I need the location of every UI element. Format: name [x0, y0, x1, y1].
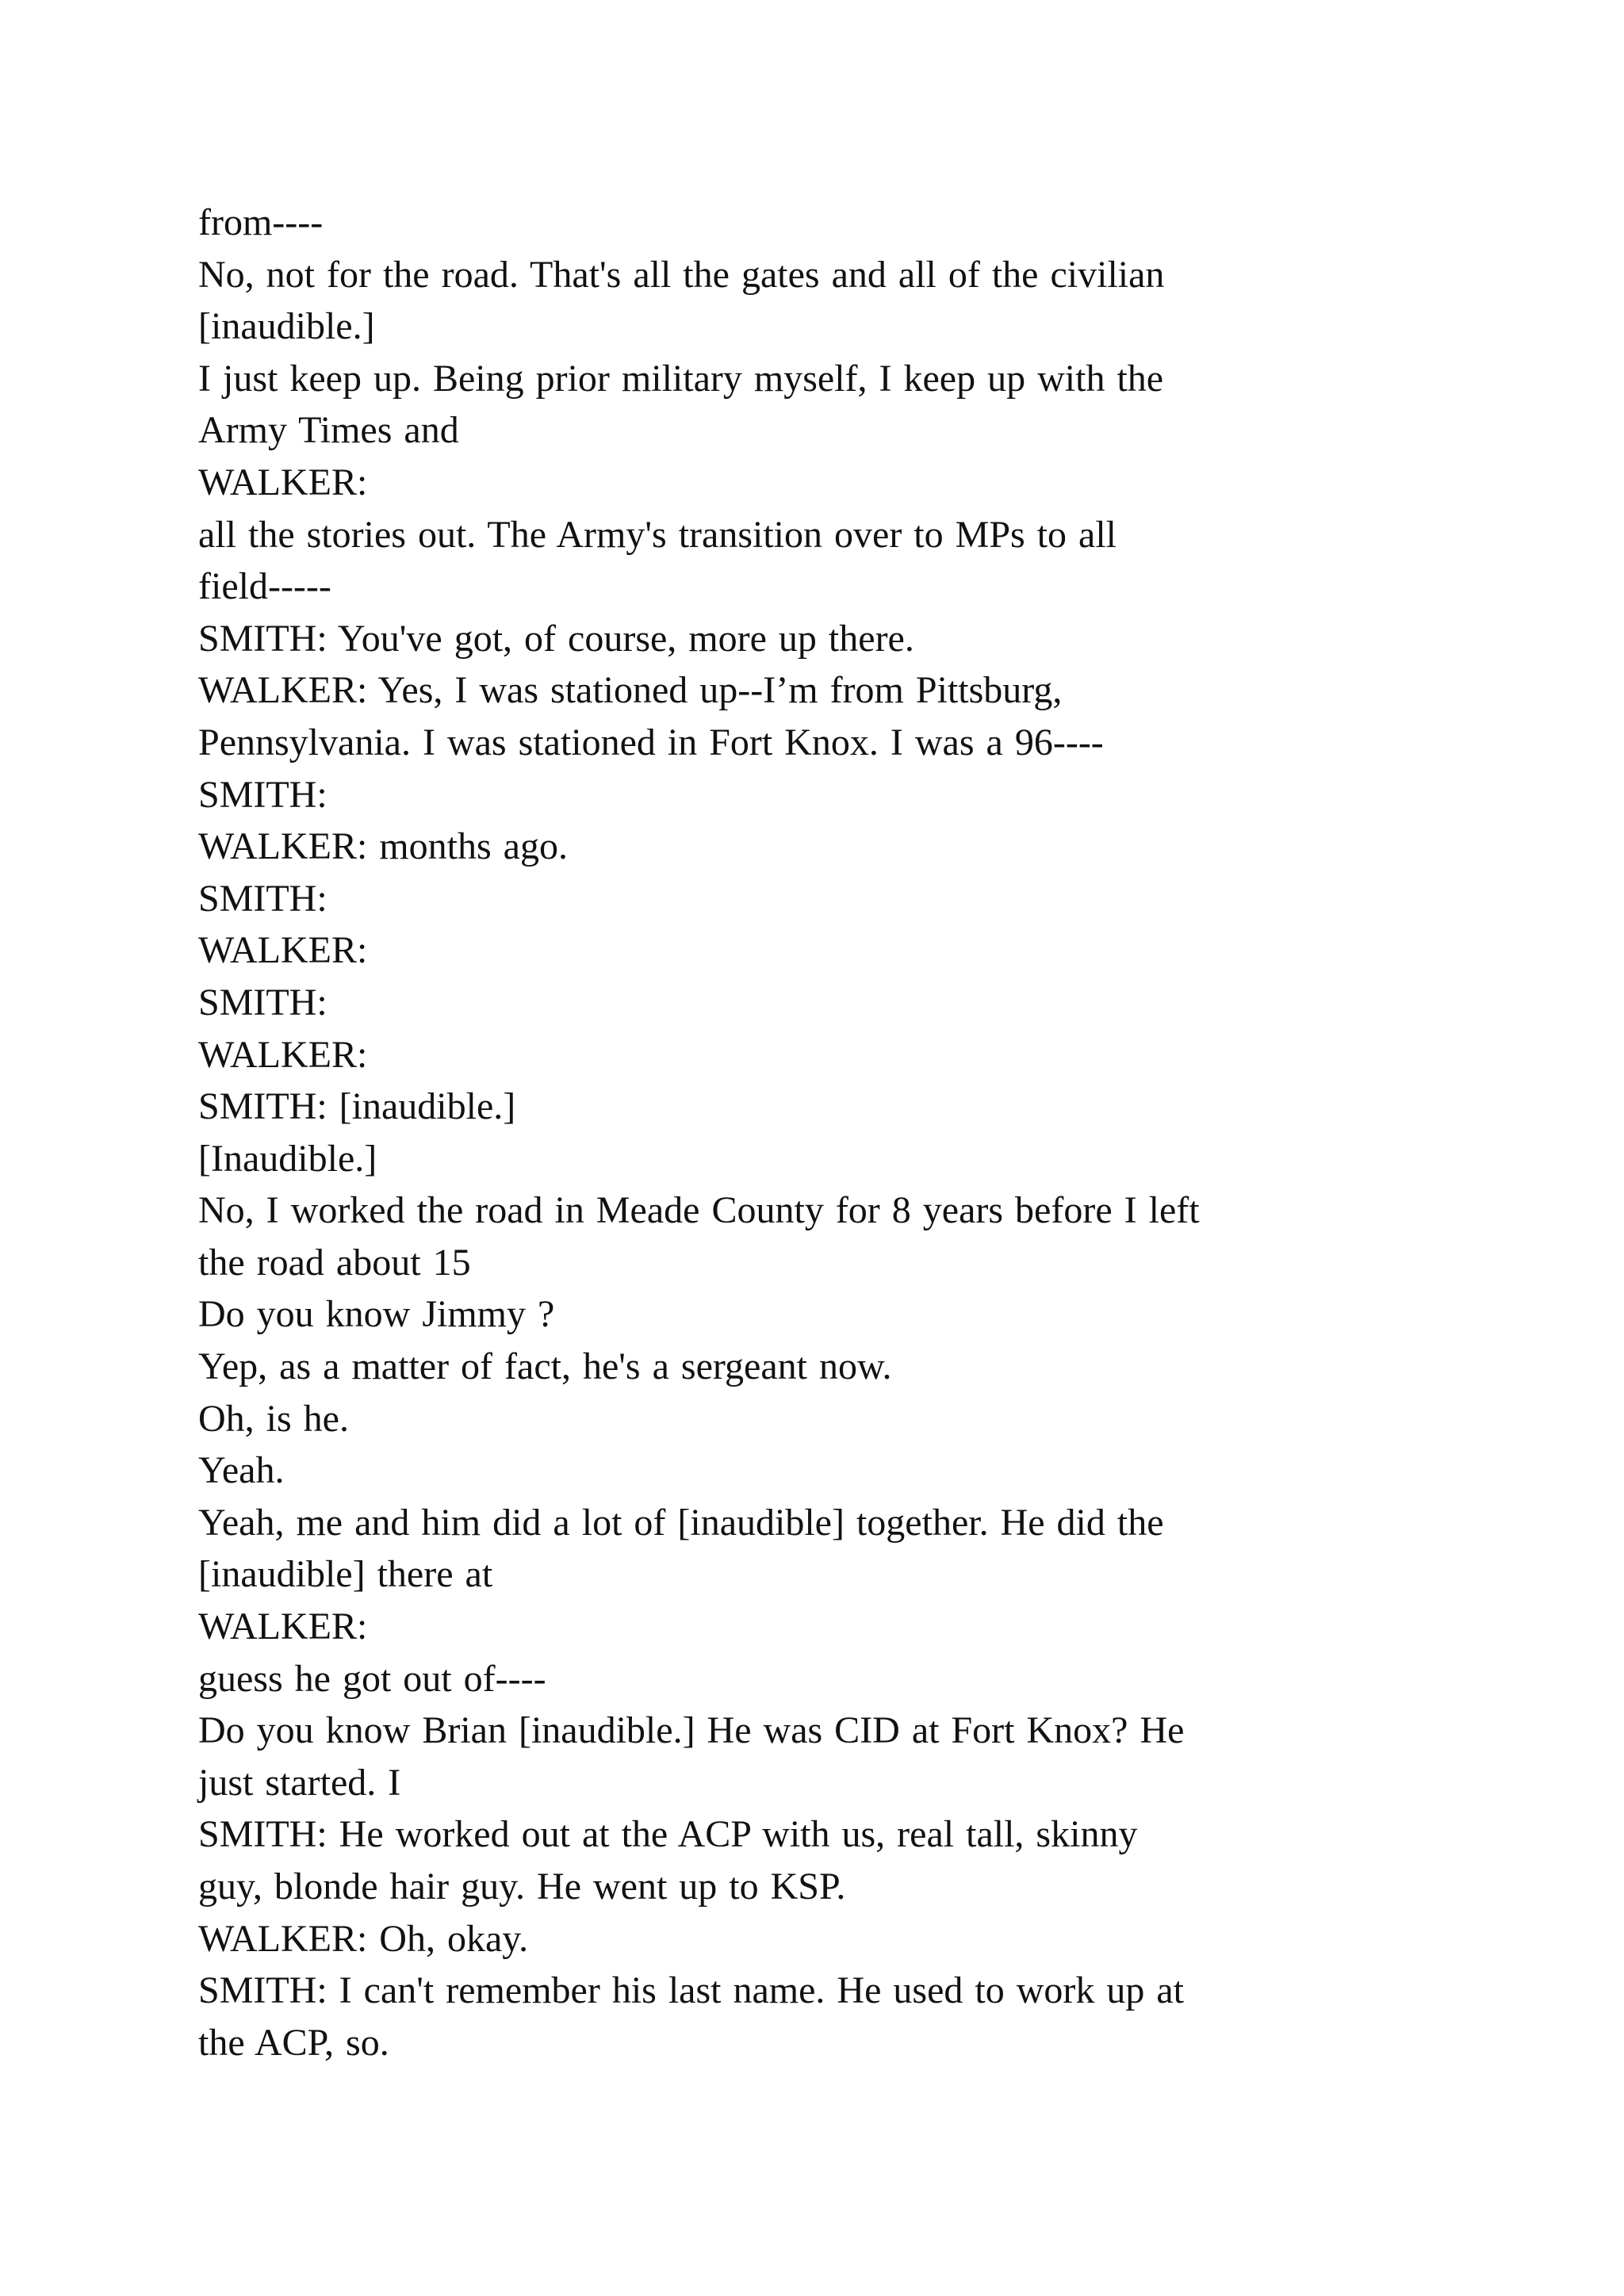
transcript-line: WALKER: [198, 929, 368, 972]
transcript-line: Yep, as a matter of fact, he's a sergeant now. [198, 1345, 892, 1388]
transcript-line: the road about 15 [198, 1241, 471, 1284]
transcript-line: guess he got out of---- [198, 1657, 546, 1700]
transcript-line: guy, blonde hair guy. He went up to KSP. [198, 1866, 846, 1908]
transcript-line: field----- [198, 565, 331, 608]
transcript-line: SMITH: [198, 877, 327, 920]
transcript-line: Yeah. [198, 1449, 285, 1492]
transcript-line: the ACP, so. [198, 2021, 389, 2064]
transcript-line: [inaudible.] [198, 305, 375, 348]
transcript-line: I just keep up. Being prior military myself, I keep up with the [198, 357, 1164, 400]
transcript-body [198, 197, 1451, 2068]
transcript-line: Pennsylvania. I was stationed in Fort Knox. I was a 96---- [198, 721, 1104, 763]
transcript-line: Do you know Jimmy ? [198, 1293, 555, 1336]
transcript-line: SMITH: [198, 773, 327, 816]
transcript-line: Oh, is he. [198, 1397, 349, 1440]
transcript-line: Army Times and [198, 409, 459, 452]
transcript-line: Yeah, me and him did a lot of [inaudible] together. He did the [198, 1501, 1164, 1544]
transcript-line: SMITH: [inaudible.] [198, 1085, 516, 1128]
transcript-line: SMITH: I can't remember his last name. He used to work up at [198, 1969, 1185, 2012]
transcript-line: [inaudible] there at [198, 1553, 493, 1596]
transcript-line: No, I worked the road in Meade County for 8 years before I left [198, 1189, 1200, 1232]
transcript-line: Do you know Brian [inaudible.] He was CID at Fort Knox? He [198, 1709, 1185, 1752]
transcript-line: WALKER: Oh, okay. [198, 1917, 529, 1960]
transcript-line: all the stories out. The Army's transition over to MPs to all [198, 513, 1116, 556]
transcript-line: SMITH: He worked out at the ACP with us, real tall, skinny [198, 1813, 1138, 1856]
transcript-line: SMITH: [198, 981, 327, 1024]
transcript-line: WALKER: [198, 1033, 368, 1076]
transcript-line: WALKER: [198, 461, 368, 503]
transcript-line: from---- [198, 201, 324, 243]
transcript-line: WALKER: Yes, I was stationed up--I’m from Pittsburg, [198, 669, 1063, 712]
transcript-line: SMITH: You've got, of course, more up there. [198, 617, 914, 660]
transcript-line: WALKER: [198, 1605, 368, 1648]
transcript-line: just started. I [198, 1761, 401, 1804]
transcript-line: [Inaudible.] [198, 1137, 377, 1180]
transcript-line: No, not for the road. That's all the gates and all of the civilian [198, 253, 1165, 296]
transcript-line: WALKER: months ago. [198, 825, 568, 868]
